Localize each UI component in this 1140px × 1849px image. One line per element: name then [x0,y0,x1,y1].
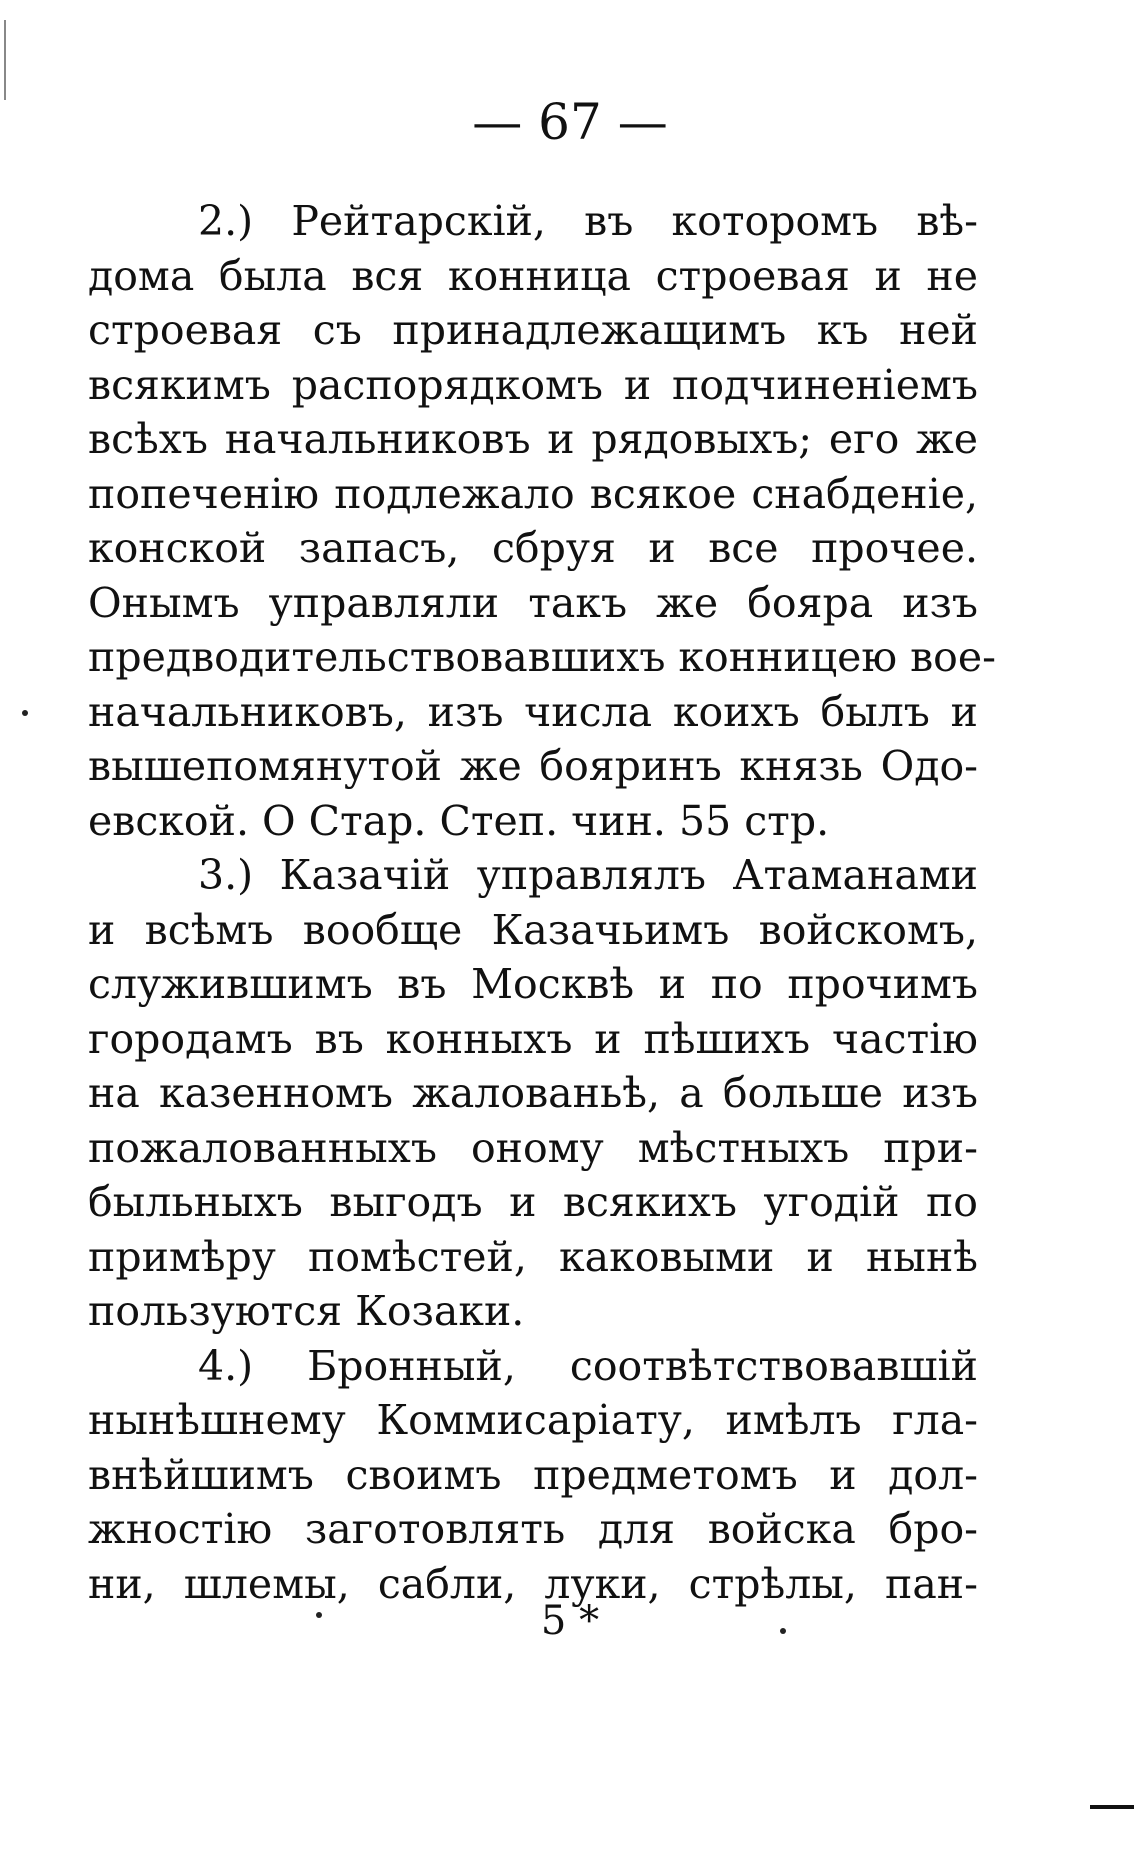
text-line: нынѣшнему Коммисаріату, имѣлъ гла- [88,1396,978,1444]
text-line: внѣйшимъ своимъ предметомъ и дол- [88,1450,978,1499]
text-line: быльныхъ выгодъ и всякихъ угодій по [88,1178,978,1226]
text-line: пользуются Козаки. [88,1287,525,1335]
text-line: 2.) Рейтарскій, въ которомъ вѣ- [198,197,978,245]
text-line: городамъ въ конныхъ и пѣшихъ частію [88,1014,978,1063]
speck-dot [780,1628,786,1634]
text-line: Онымъ управляли такъ же бояра изъ [88,578,978,627]
scan-edge-mark [4,20,6,100]
text-line: пожалованныхъ оному мѣстныхъ при- [88,1123,978,1172]
speck-dot [22,710,28,716]
text-line: ни, шлемы, сабли, луки, стрѣлы, пан- [88,1559,978,1608]
body-text [88,194,996,1611]
text-line: начальниковъ, изъ числа коихъ былъ и [88,687,978,736]
text-line: попеченію подлежало всякое снабденіе, [88,469,978,518]
text-line: на казенномъ жалованьѣ, а больше изъ [88,1069,978,1117]
text-line: служившимъ въ Москвѣ и по прочимъ [88,960,978,1008]
text-line: 4.) Бронный, соотвѣтствовавшій [198,1341,978,1390]
text-line: вышепомянутой же бояринъ князь Одо- [88,742,978,790]
text-line: предводительствовавшихъ конницею вое- [88,633,996,681]
text-line: 3.) Казачій управлялъ Атаманами [198,851,978,899]
text-line: жностію заготовлять для войска бро- [88,1505,978,1553]
text-line: всѣхъ начальниковъ и рядовыхъ; его же [88,415,978,463]
text-line: конской запасъ, сбруя и все прочее. [88,524,978,572]
page-number: — 67 — [472,93,668,151]
text-line: строевая съ принадлежащимъ къ ней [88,306,978,354]
text-line: всякимъ распорядкомъ и подчиненіемъ [88,360,978,409]
text-line: и всѣмъ вообще Казачьимъ войскомъ, [88,905,978,954]
text-line: евской. О Стар. Степ. чин. 55 стр. [88,796,830,845]
text-line: дома была вся конница строевая и не [88,251,978,300]
scan-edge-dash [1090,1805,1134,1809]
speck-dot [316,1612,322,1618]
text-line: примѣру помѣстей, каковыми и нынѣ [88,1232,978,1281]
signature-mark: 5 * [540,1598,600,1644]
